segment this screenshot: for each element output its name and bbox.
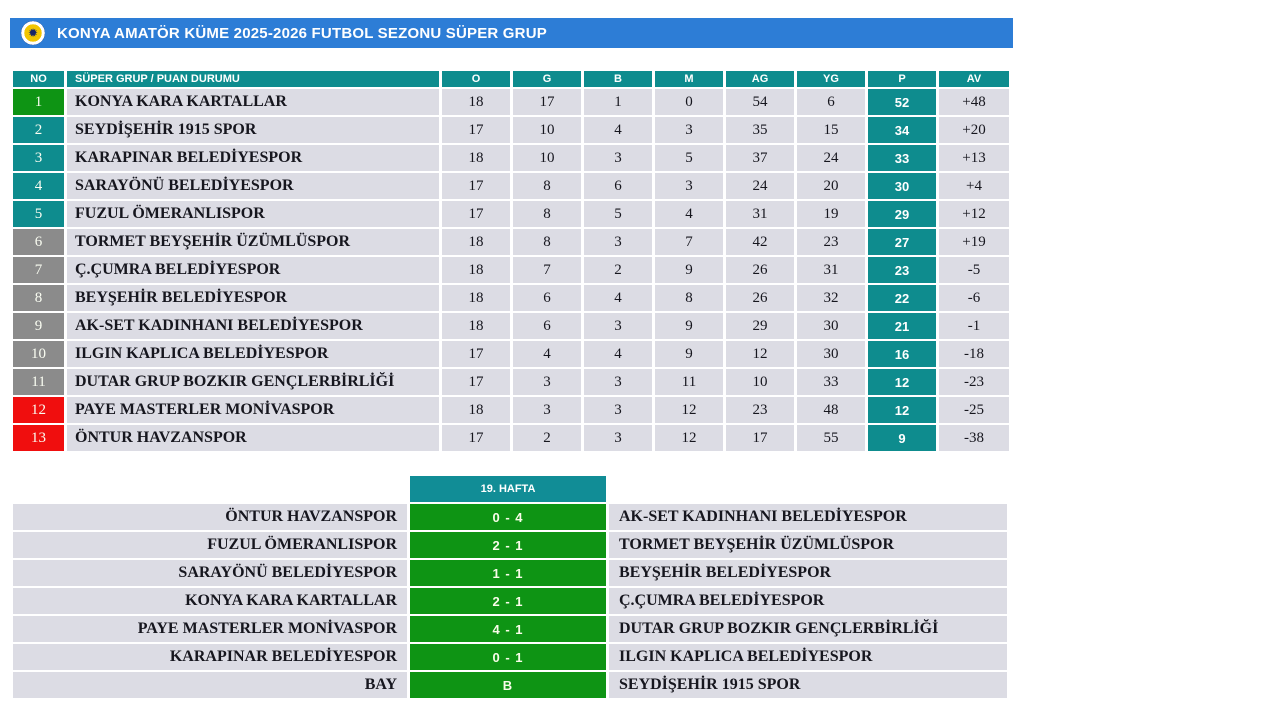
matches-played-cell: 18 bbox=[442, 89, 510, 115]
team-name-cell: ILGIN KAPLICA BELEDİYESPOR bbox=[67, 341, 439, 367]
home-team-cell: BAY bbox=[13, 672, 407, 698]
col-header-points: P bbox=[868, 71, 936, 87]
score-cell: 2 - 1 bbox=[410, 588, 606, 614]
standings-row bbox=[13, 369, 1009, 395]
points-cell: 9 bbox=[868, 425, 936, 451]
matches-played-cell: 18 bbox=[442, 229, 510, 255]
rank-cell: 10 bbox=[13, 341, 64, 367]
standings-row bbox=[13, 285, 1009, 311]
team-name-cell: DUTAR GRUP BOZKIR GENÇLERBİRLİĞİ bbox=[67, 369, 439, 395]
score-cell: 0 - 1 bbox=[410, 644, 606, 670]
losses-cell: 9 bbox=[655, 313, 723, 339]
goals-for-cell: 24 bbox=[726, 173, 794, 199]
losses-cell: 12 bbox=[655, 425, 723, 451]
rank-cell: 7 bbox=[13, 257, 64, 283]
standings-header-row bbox=[13, 71, 1009, 87]
score-cell: 1 - 1 bbox=[410, 560, 606, 586]
points-cell: 33 bbox=[868, 145, 936, 171]
home-team-cell: SARAYÖNÜ BELEDİYESPOR bbox=[13, 560, 407, 586]
goal-difference-cell: -5 bbox=[939, 257, 1009, 283]
wins-cell: 6 bbox=[513, 285, 581, 311]
matches-played-cell: 18 bbox=[442, 397, 510, 423]
standings-row bbox=[13, 257, 1009, 283]
score-cell: 4 - 1 bbox=[410, 616, 606, 642]
fixture-row bbox=[13, 644, 1007, 670]
col-header-wins: G bbox=[513, 71, 581, 87]
goal-difference-cell: +20 bbox=[939, 117, 1009, 143]
col-header-goal-diff: AV bbox=[939, 71, 1009, 87]
draws-cell: 2 bbox=[584, 257, 652, 283]
losses-cell: 8 bbox=[655, 285, 723, 311]
goals-against-cell: 15 bbox=[797, 117, 865, 143]
fixtures-header-spacer-right bbox=[609, 476, 1007, 502]
points-cell: 52 bbox=[868, 89, 936, 115]
draws-cell: 6 bbox=[584, 173, 652, 199]
goals-for-cell: 26 bbox=[726, 285, 794, 311]
losses-cell: 5 bbox=[655, 145, 723, 171]
points-cell: 21 bbox=[868, 313, 936, 339]
home-team-cell: ÖNTUR HAVZANSPOR bbox=[13, 504, 407, 530]
goals-against-cell: 30 bbox=[797, 341, 865, 367]
away-team-cell: AK-SET KADINHANI BELEDİYESPOR bbox=[609, 504, 1007, 530]
draws-cell: 3 bbox=[584, 229, 652, 255]
standings-row bbox=[13, 313, 1009, 339]
matches-played-cell: 17 bbox=[442, 425, 510, 451]
club-badge-icon: ✹ bbox=[21, 21, 45, 45]
draws-cell: 3 bbox=[584, 369, 652, 395]
goals-for-cell: 17 bbox=[726, 425, 794, 451]
draws-cell: 3 bbox=[584, 313, 652, 339]
standings-table bbox=[10, 69, 1012, 453]
col-header-draws: B bbox=[584, 71, 652, 87]
home-team-cell: FUZUL ÖMERANLISPOR bbox=[13, 532, 407, 558]
away-team-cell: TORMET BEYŞEHİR ÜZÜMLÜSPOR bbox=[609, 532, 1007, 558]
standings-row bbox=[13, 425, 1009, 451]
col-header-goals-for: AG bbox=[726, 71, 794, 87]
points-cell: 16 bbox=[868, 341, 936, 367]
wins-cell: 3 bbox=[513, 397, 581, 423]
team-name-cell: SEYDİŞEHİR 1915 SPOR bbox=[67, 117, 439, 143]
team-name-cell: ÖNTUR HAVZANSPOR bbox=[67, 425, 439, 451]
goals-for-cell: 12 bbox=[726, 341, 794, 367]
standings-row bbox=[13, 397, 1009, 423]
goals-against-cell: 55 bbox=[797, 425, 865, 451]
away-team-cell: DUTAR GRUP BOZKIR GENÇLERBİRLİĞİ bbox=[609, 616, 1007, 642]
team-name-cell: Ç.ÇUMRA BELEDİYESPOR bbox=[67, 257, 439, 283]
rank-cell: 1 bbox=[13, 89, 64, 115]
wins-cell: 2 bbox=[513, 425, 581, 451]
losses-cell: 12 bbox=[655, 397, 723, 423]
fixture-row bbox=[13, 560, 1007, 586]
matches-played-cell: 17 bbox=[442, 369, 510, 395]
away-team-cell: SEYDİŞEHİR 1915 SPOR bbox=[609, 672, 1007, 698]
home-team-cell: PAYE MASTERLER MONİVASPOR bbox=[13, 616, 407, 642]
points-cell: 22 bbox=[868, 285, 936, 311]
rank-cell: 2 bbox=[13, 117, 64, 143]
standings-row bbox=[13, 173, 1009, 199]
goals-against-cell: 30 bbox=[797, 313, 865, 339]
goals-for-cell: 23 bbox=[726, 397, 794, 423]
col-header-team: SÜPER GRUP / PUAN DURUMU bbox=[67, 71, 439, 87]
draws-cell: 3 bbox=[584, 397, 652, 423]
goals-against-cell: 24 bbox=[797, 145, 865, 171]
goals-against-cell: 32 bbox=[797, 285, 865, 311]
losses-cell: 7 bbox=[655, 229, 723, 255]
draws-cell: 4 bbox=[584, 341, 652, 367]
rank-cell: 12 bbox=[13, 397, 64, 423]
goals-against-cell: 20 bbox=[797, 173, 865, 199]
away-team-cell: ILGIN KAPLICA BELEDİYESPOR bbox=[609, 644, 1007, 670]
team-name-cell: FUZUL ÖMERANLISPOR bbox=[67, 201, 439, 227]
standings-row bbox=[13, 201, 1009, 227]
goal-difference-cell: -25 bbox=[939, 397, 1009, 423]
fixture-row bbox=[13, 504, 1007, 530]
points-cell: 12 bbox=[868, 397, 936, 423]
wins-cell: 8 bbox=[513, 201, 581, 227]
standings-row bbox=[13, 117, 1009, 143]
goals-for-cell: 35 bbox=[726, 117, 794, 143]
goal-difference-cell: -38 bbox=[939, 425, 1009, 451]
losses-cell: 4 bbox=[655, 201, 723, 227]
goal-difference-cell: +13 bbox=[939, 145, 1009, 171]
goals-for-cell: 10 bbox=[726, 369, 794, 395]
wins-cell: 10 bbox=[513, 145, 581, 171]
home-team-cell: KARAPINAR BELEDİYESPOR bbox=[13, 644, 407, 670]
standings-row bbox=[13, 229, 1009, 255]
matches-played-cell: 18 bbox=[442, 313, 510, 339]
fixture-row bbox=[13, 616, 1007, 642]
goals-for-cell: 29 bbox=[726, 313, 794, 339]
points-cell: 27 bbox=[868, 229, 936, 255]
goals-for-cell: 37 bbox=[726, 145, 794, 171]
team-name-cell: KARAPINAR BELEDİYESPOR bbox=[67, 145, 439, 171]
matches-played-cell: 17 bbox=[442, 341, 510, 367]
away-team-cell: BEYŞEHİR BELEDİYESPOR bbox=[609, 560, 1007, 586]
team-name-cell: SARAYÖNÜ BELEDİYESPOR bbox=[67, 173, 439, 199]
away-team-cell: Ç.ÇUMRA BELEDİYESPOR bbox=[609, 588, 1007, 614]
rank-cell: 4 bbox=[13, 173, 64, 199]
points-cell: 12 bbox=[868, 369, 936, 395]
rank-cell: 6 bbox=[13, 229, 64, 255]
rank-cell: 3 bbox=[13, 145, 64, 171]
goal-difference-cell: +19 bbox=[939, 229, 1009, 255]
goal-difference-cell: -18 bbox=[939, 341, 1009, 367]
col-header-goals-against: YG bbox=[797, 71, 865, 87]
goals-against-cell: 31 bbox=[797, 257, 865, 283]
draws-cell: 1 bbox=[584, 89, 652, 115]
wins-cell: 3 bbox=[513, 369, 581, 395]
goal-difference-cell: +48 bbox=[939, 89, 1009, 115]
points-cell: 23 bbox=[868, 257, 936, 283]
losses-cell: 3 bbox=[655, 117, 723, 143]
goal-difference-cell: -6 bbox=[939, 285, 1009, 311]
wins-cell: 10 bbox=[513, 117, 581, 143]
rank-cell: 8 bbox=[13, 285, 64, 311]
rank-cell: 11 bbox=[13, 369, 64, 395]
home-team-cell: KONYA KARA KARTALLAR bbox=[13, 588, 407, 614]
draws-cell: 3 bbox=[584, 425, 652, 451]
score-cell: B bbox=[410, 672, 606, 698]
goal-difference-cell: +4 bbox=[939, 173, 1009, 199]
fixtures-table bbox=[10, 474, 1010, 700]
draws-cell: 4 bbox=[584, 117, 652, 143]
wins-cell: 6 bbox=[513, 313, 581, 339]
losses-cell: 11 bbox=[655, 369, 723, 395]
goals-against-cell: 48 bbox=[797, 397, 865, 423]
team-name-cell: TORMET BEYŞEHİR ÜZÜMLÜSPOR bbox=[67, 229, 439, 255]
points-cell: 30 bbox=[868, 173, 936, 199]
league-header-bar bbox=[10, 18, 1013, 48]
col-header-played: O bbox=[442, 71, 510, 87]
draws-cell: 3 bbox=[584, 145, 652, 171]
matches-played-cell: 17 bbox=[442, 117, 510, 143]
goals-for-cell: 31 bbox=[726, 201, 794, 227]
goals-against-cell: 6 bbox=[797, 89, 865, 115]
rank-cell: 13 bbox=[13, 425, 64, 451]
goal-difference-cell: -1 bbox=[939, 313, 1009, 339]
fixtures-header-spacer-left bbox=[13, 476, 407, 502]
fixtures-header-row bbox=[13, 476, 1007, 502]
goals-against-cell: 23 bbox=[797, 229, 865, 255]
draws-cell: 5 bbox=[584, 201, 652, 227]
goals-for-cell: 26 bbox=[726, 257, 794, 283]
goals-for-cell: 54 bbox=[726, 89, 794, 115]
team-name-cell: AK-SET KADINHANI BELEDİYESPOR bbox=[67, 313, 439, 339]
standings-row bbox=[13, 145, 1009, 171]
league-title: KONYA AMATÖR KÜME 2025-2026 FUTBOL SEZONU SÜPER GRUP bbox=[57, 24, 547, 42]
wins-cell: 7 bbox=[513, 257, 581, 283]
matches-played-cell: 17 bbox=[442, 173, 510, 199]
matches-played-cell: 18 bbox=[442, 285, 510, 311]
goal-difference-cell: +12 bbox=[939, 201, 1009, 227]
wins-cell: 4 bbox=[513, 341, 581, 367]
col-header-losses: M bbox=[655, 71, 723, 87]
standings-row bbox=[13, 341, 1009, 367]
team-name-cell: BEYŞEHİR BELEDİYESPOR bbox=[67, 285, 439, 311]
draws-cell: 4 bbox=[584, 285, 652, 311]
points-cell: 29 bbox=[868, 201, 936, 227]
goal-difference-cell: -23 bbox=[939, 369, 1009, 395]
goals-against-cell: 19 bbox=[797, 201, 865, 227]
rank-cell: 9 bbox=[13, 313, 64, 339]
team-name-cell: KONYA KARA KARTALLAR bbox=[67, 89, 439, 115]
losses-cell: 3 bbox=[655, 173, 723, 199]
losses-cell: 9 bbox=[655, 257, 723, 283]
losses-cell: 0 bbox=[655, 89, 723, 115]
points-cell: 34 bbox=[868, 117, 936, 143]
wins-cell: 8 bbox=[513, 229, 581, 255]
matches-played-cell: 17 bbox=[442, 201, 510, 227]
matches-played-cell: 18 bbox=[442, 145, 510, 171]
week-header: 19. HAFTA bbox=[410, 476, 606, 502]
score-cell: 0 - 4 bbox=[410, 504, 606, 530]
goals-against-cell: 33 bbox=[797, 369, 865, 395]
wins-cell: 8 bbox=[513, 173, 581, 199]
fixture-row bbox=[13, 532, 1007, 558]
fixture-row bbox=[13, 588, 1007, 614]
fixture-row bbox=[13, 672, 1007, 698]
rank-cell: 5 bbox=[13, 201, 64, 227]
matches-played-cell: 18 bbox=[442, 257, 510, 283]
goals-for-cell: 42 bbox=[726, 229, 794, 255]
wins-cell: 17 bbox=[513, 89, 581, 115]
standings-row bbox=[13, 89, 1009, 115]
losses-cell: 9 bbox=[655, 341, 723, 367]
team-name-cell: PAYE MASTERLER MONİVASPOR bbox=[67, 397, 439, 423]
col-header-no: NO bbox=[13, 71, 64, 87]
score-cell: 2 - 1 bbox=[410, 532, 606, 558]
